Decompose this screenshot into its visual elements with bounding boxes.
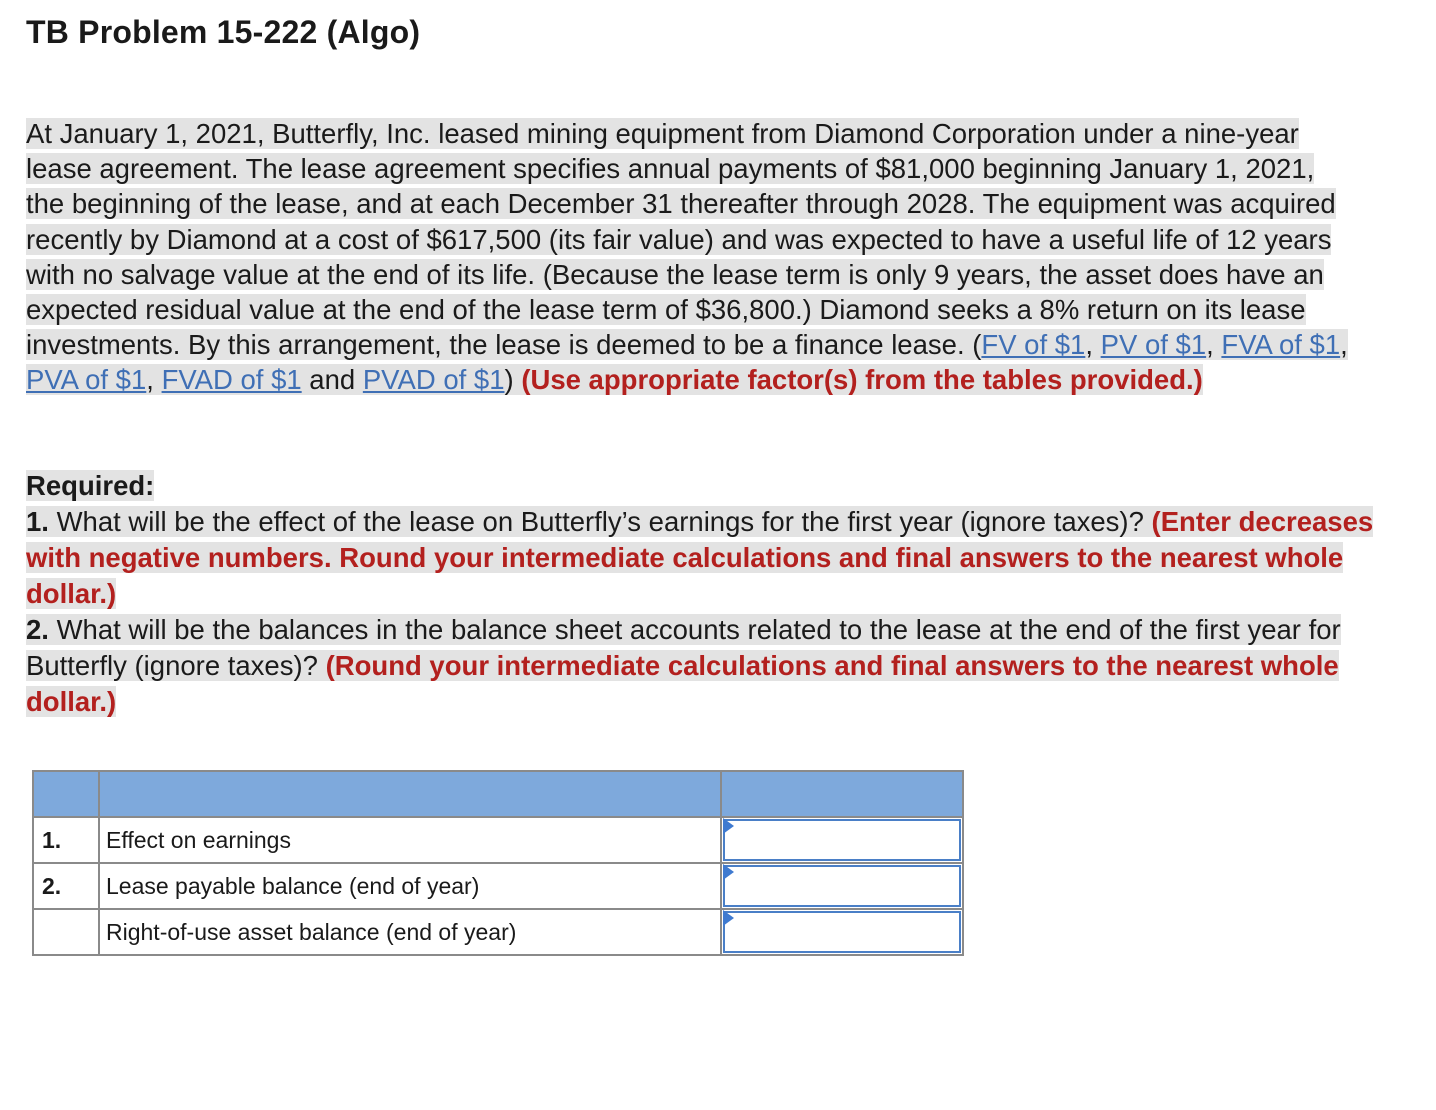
separator: , xyxy=(146,364,162,396)
problem-statement xyxy=(26,116,1356,398)
question-1-number: 1. xyxy=(26,506,49,537)
page-title: TB Problem 15-222 (Algo) xyxy=(26,14,421,50)
header-cell xyxy=(721,771,963,817)
header-cell xyxy=(99,771,721,817)
answer-table xyxy=(32,770,964,956)
row-number: 2. xyxy=(33,863,99,909)
input-marker-icon xyxy=(723,818,734,834)
row-number: 1. xyxy=(33,817,99,863)
table-row xyxy=(33,863,963,909)
link-pv-of-1[interactable]: PV of $1 xyxy=(1100,329,1207,361)
input-marker-icon xyxy=(723,910,734,926)
link-fva-of-1[interactable]: FVA of $1 xyxy=(1221,329,1341,361)
question-1-text: What will be the effect of the lease on Butterfly’s earnings for the first year (ignore taxes)? xyxy=(48,506,1152,537)
separator: , xyxy=(1085,329,1101,361)
question-1-instruction: (Enter decreases with negative numbers. Round your intermediate calculations and final answers to the nearest whole dollar.) xyxy=(26,506,1374,609)
separator: , xyxy=(1340,329,1348,361)
answer-cell xyxy=(721,863,963,909)
right-of-use-asset-input[interactable] xyxy=(723,911,961,953)
question-2-instruction: (Round your intermediate calculations and final answers to the nearest whole dollar.) xyxy=(26,650,1339,717)
required-section xyxy=(26,468,1376,720)
row-label: Right-of-use asset balance (end of year) xyxy=(99,909,721,955)
link-fv-of-1[interactable]: FV of $1 xyxy=(981,329,1086,361)
table-row xyxy=(33,817,963,863)
input-marker-icon xyxy=(723,864,734,880)
link-pva-of-1[interactable]: PVA of $1 xyxy=(26,364,147,396)
row-number xyxy=(33,909,99,955)
answer-cell xyxy=(721,909,963,955)
instruction-text: (Use appropriate factor(s) from the tables provided.) xyxy=(521,364,1203,396)
separator: ) xyxy=(504,364,522,396)
separator: , xyxy=(1206,329,1222,361)
link-pvad-of-1[interactable]: PVAD of $1 xyxy=(362,364,505,396)
separator: and xyxy=(301,364,363,396)
table-header-row xyxy=(33,771,963,817)
answer-cell xyxy=(721,817,963,863)
required-heading: Required: xyxy=(26,470,155,501)
lease-payable-input[interactable] xyxy=(723,865,961,907)
question-2-text: What will be the balances in the balance sheet accounts related to the lease at the end of the first year for Butterfly (ignore taxes)? xyxy=(26,614,1341,681)
header-cell xyxy=(33,771,99,817)
effect-on-earnings-input[interactable] xyxy=(723,819,961,861)
table-row xyxy=(33,909,963,955)
row-label: Effect on earnings xyxy=(99,817,721,863)
link-fvad-of-1[interactable]: FVAD of $1 xyxy=(161,364,302,396)
question-2-number: 2. xyxy=(26,614,49,645)
row-label: Lease payable balance (end of year) xyxy=(99,863,721,909)
problem-body: At January 1, 2021, Butterfly, Inc. leased mining equipment from Diamond Corporation under a nine-year lease agreement. The lease agreement specifies annual payments of $81,000 beginning January 1, 2021, the beginning of the lease, and at each December 31 thereafter through 2028. The equipment was acquired recently by Diamond at a cost of $617,500 (its fair value) and was expected to have a useful life of 12 years with no salvage value at the end of its life. (Because the lease term is only 9 years, the asset does have an expected residual value at the end of the lease term of $36,800.) Diamond seeks a 8% return on its lease investments. By this arrangement, the lease is deemed to be a finance lease. ( xyxy=(26,118,1336,361)
